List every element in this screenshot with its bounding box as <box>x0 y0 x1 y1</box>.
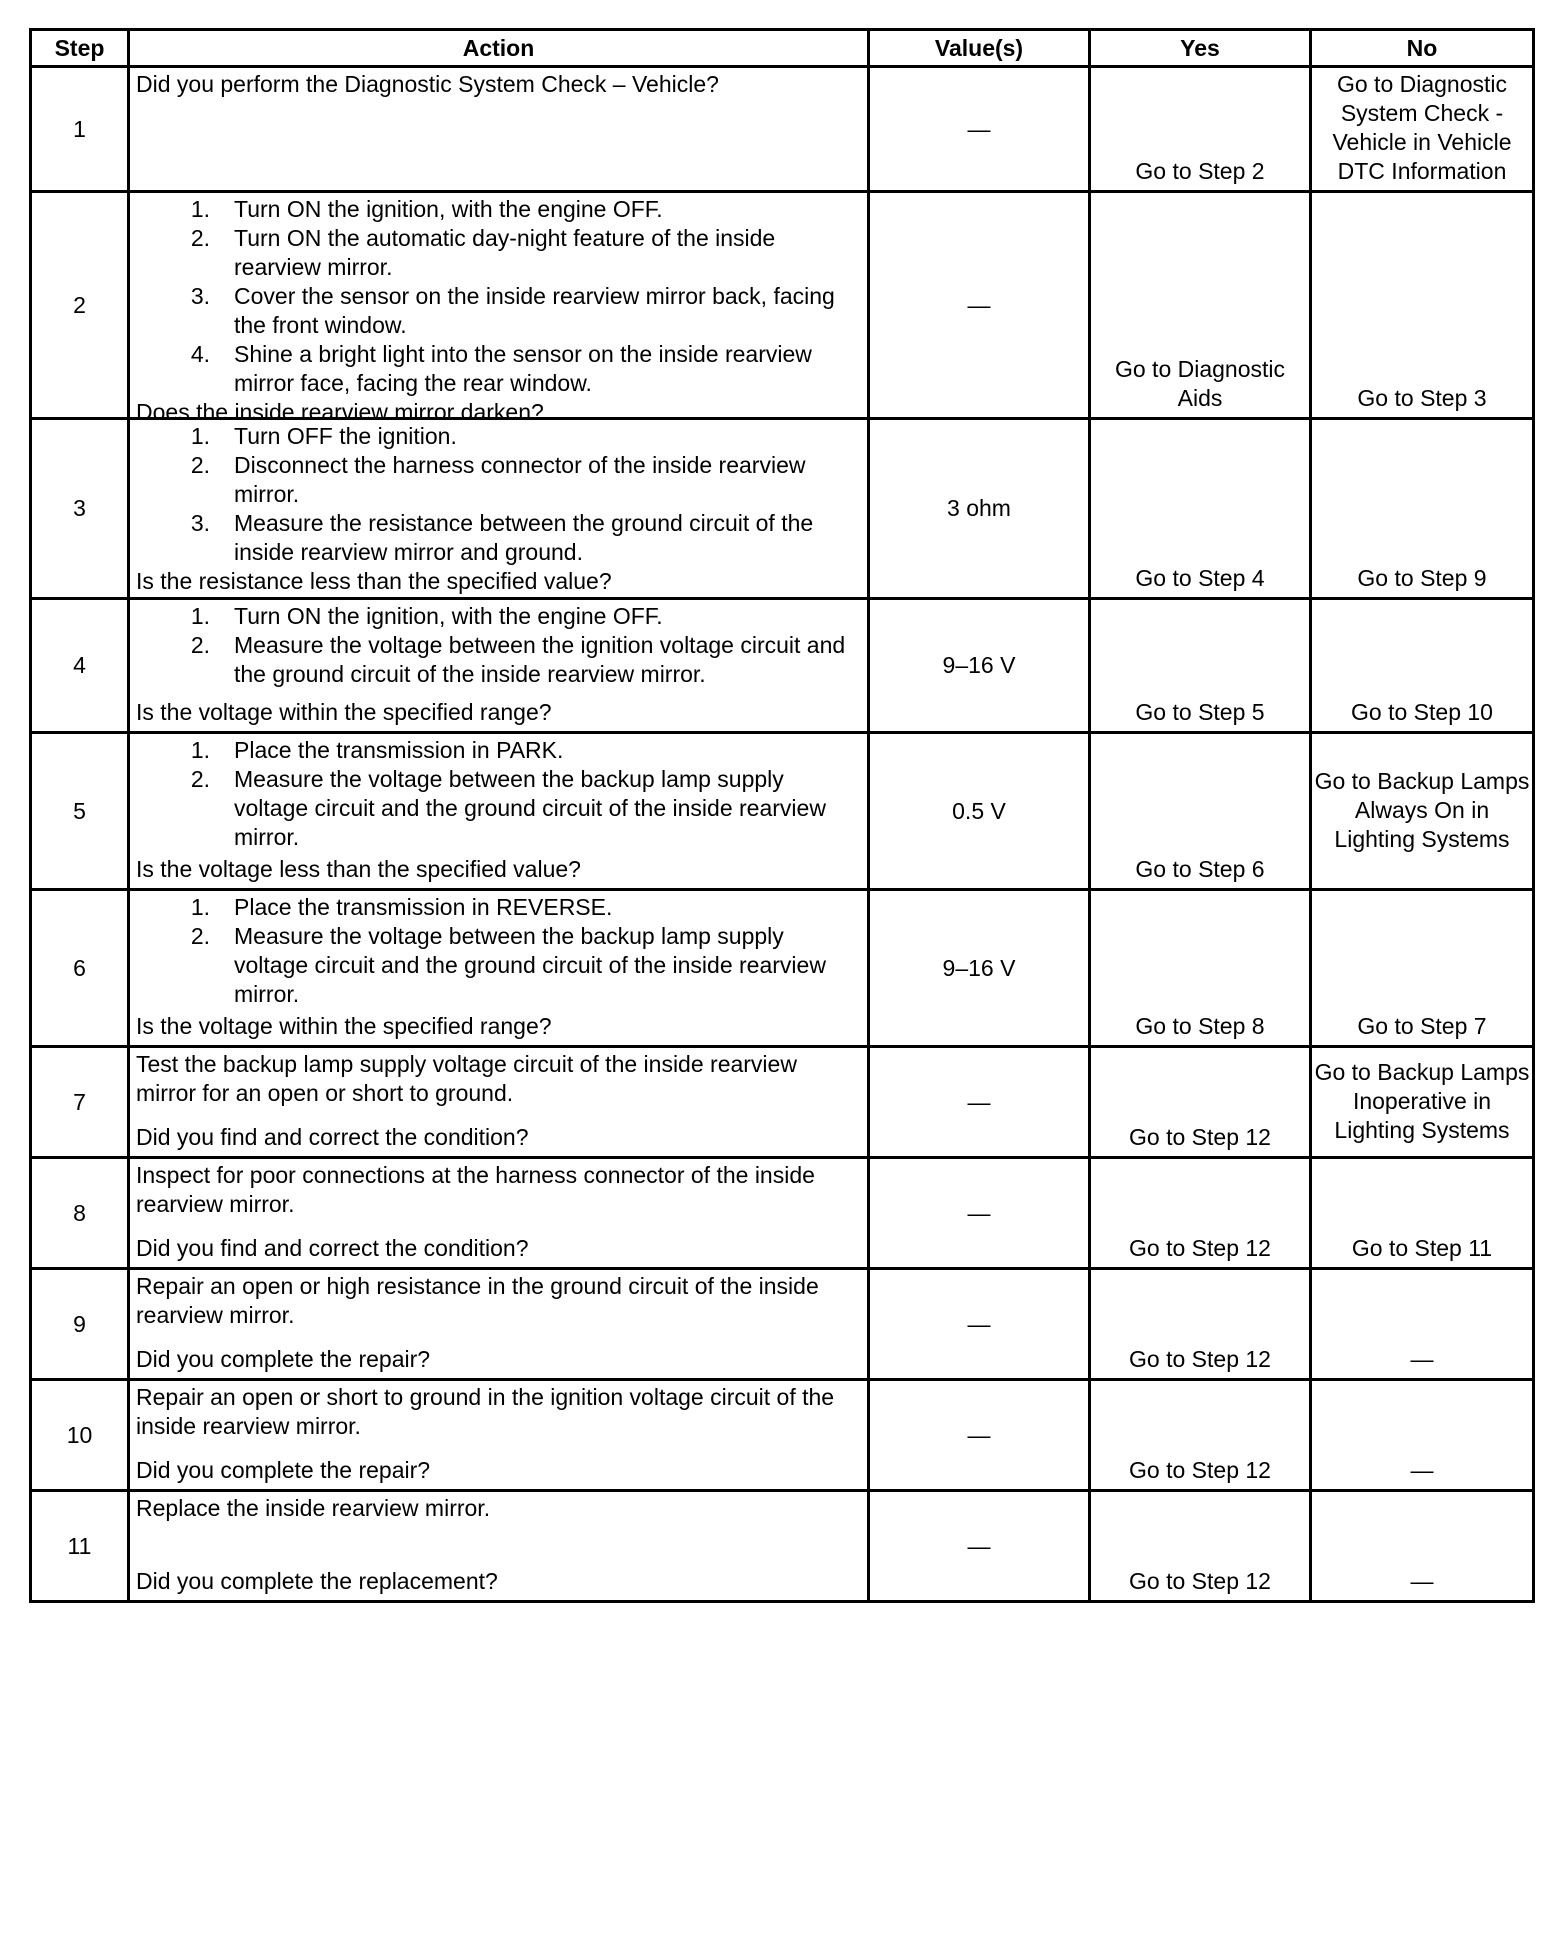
table-row <box>31 1380 1534 1491</box>
action-text: Did you perform the Diagnostic System Check – Vehicle? <box>136 71 719 97</box>
list-item-number: 2. <box>190 923 210 949</box>
action-text: Inspect for poor connections at the harness connector of the inside rearview mirror. <box>136 1162 815 1217</box>
list-item-number: 1. <box>190 737 210 763</box>
list-item-number: 2. <box>190 766 210 792</box>
list-item-text: Turn OFF the ignition. <box>234 423 457 449</box>
action-cell <box>129 419 869 599</box>
table-row <box>31 890 1534 1047</box>
action-question: Did you complete the repair? <box>136 1346 431 1372</box>
no-cell: Go to Backup Lamps Inoperative in Lighting Systems <box>1311 1047 1534 1158</box>
action-list-item <box>136 922 861 1009</box>
list-item-number: 2. <box>190 632 210 658</box>
step-number: 11 <box>31 1491 129 1602</box>
list-item-number: 1. <box>190 423 210 449</box>
list-item-number: 2. <box>190 452 210 478</box>
action-list-item <box>136 893 861 922</box>
header-values: Value(s) <box>869 30 1090 67</box>
list-item-text: Disconnect the harness connector of the inside rearview mirror. <box>234 452 806 507</box>
no-cell: — <box>1311 1491 1534 1602</box>
step-number: 8 <box>31 1158 129 1269</box>
table-row <box>31 67 1534 192</box>
step-number: 1 <box>31 67 129 192</box>
yes-cell: Go to Step 12 <box>1090 1158 1311 1269</box>
header-row <box>31 30 1534 67</box>
action-list-item <box>136 765 861 852</box>
action-list-item <box>136 195 861 224</box>
action-list <box>136 422 861 567</box>
list-item-number: 3. <box>190 510 210 536</box>
table-row <box>31 1047 1534 1158</box>
action-question: Did you find and correct the condition? <box>136 1124 529 1150</box>
action-list <box>136 602 861 689</box>
no-cell: Go to Backup Lamps Always On in Lighting Systems <box>1311 733 1534 890</box>
step-number: 2 <box>31 192 129 419</box>
list-item-number: 1. <box>190 894 210 920</box>
table-row <box>31 599 1534 733</box>
yes-cell: Go to Step 12 <box>1090 1269 1311 1380</box>
action-list <box>136 195 861 398</box>
list-item-number: 1. <box>190 603 210 629</box>
action-text: Repair an open or short to ground in the ignition voltage circuit of the inside rearview mirror. <box>136 1384 835 1439</box>
step-number: 4 <box>31 599 129 733</box>
action-question: Is the resistance less than the specified value? <box>136 568 612 594</box>
no-cell: — <box>1311 1269 1534 1380</box>
table-row <box>31 1269 1534 1380</box>
value-cell: — <box>869 1269 1090 1380</box>
value-cell: 3 ohm <box>869 419 1090 599</box>
action-text: Replace the inside rearview mirror. <box>136 1495 491 1521</box>
action-list-item <box>136 422 861 451</box>
list-item-text: Cover the sensor on the inside rearview mirror back, facing the front window. <box>234 283 835 338</box>
table-body <box>31 67 1534 1602</box>
action-question: Did you find and correct the condition? <box>136 1235 529 1261</box>
no-cell: Go to Step 3 <box>1311 192 1534 419</box>
header-step: Step <box>31 30 129 67</box>
step-number: 10 <box>31 1380 129 1491</box>
no-cell: Go to Step 10 <box>1311 599 1534 733</box>
table-row <box>31 1158 1534 1269</box>
action-list-item <box>136 451 861 509</box>
list-item-number: 1. <box>190 196 210 222</box>
action-question: Is the voltage within the specified range? <box>136 1013 552 1039</box>
action-list-item <box>136 340 861 398</box>
action-cell <box>129 890 869 1047</box>
action-question: Is the voltage within the specified range? <box>136 699 552 725</box>
yes-cell: Go to Step 5 <box>1090 599 1311 733</box>
yes-cell: Go to Step 12 <box>1090 1380 1311 1491</box>
table-row <box>31 192 1534 419</box>
action-cell <box>129 599 869 733</box>
step-number: 3 <box>31 419 129 599</box>
diagnostic-table <box>29 28 1535 1603</box>
action-list <box>136 736 861 852</box>
action-cell <box>129 67 869 192</box>
list-item-number: 4. <box>190 341 210 367</box>
yes-cell: Go to Step 12 <box>1090 1047 1311 1158</box>
action-list-item <box>136 631 861 689</box>
list-item-text: Place the transmission in REVERSE. <box>234 894 613 920</box>
action-question: Did you complete the repair? <box>136 1457 431 1483</box>
list-item-text: Turn ON the automatic day-night feature of the inside rearview mirror. <box>234 225 776 280</box>
action-list <box>136 893 861 1009</box>
list-item-text: Turn ON the ignition, with the engine OFF. <box>234 196 663 222</box>
list-item-text: Shine a bright light into the sensor on the inside rearview mirror face, facing the rear window. <box>234 341 812 396</box>
table-row <box>31 1491 1534 1602</box>
step-number: 7 <box>31 1047 129 1158</box>
table-row <box>31 733 1534 890</box>
value-cell: 9–16 V <box>869 890 1090 1047</box>
step-number: 5 <box>31 733 129 890</box>
action-cell <box>129 1047 869 1158</box>
no-cell: Go to Step 9 <box>1311 419 1534 599</box>
list-item-number: 3. <box>190 283 210 309</box>
action-list-item <box>136 736 861 765</box>
no-cell: Go to Diagnostic System Check - Vehicle in Vehicle DTC Information <box>1311 67 1534 192</box>
action-cell <box>129 1269 869 1380</box>
list-item-text: Measure the voltage between the ignition voltage circuit and the ground circuit of the inside rearview mirror. <box>234 632 846 687</box>
value-cell: — <box>869 1047 1090 1158</box>
action-list-item <box>136 509 861 567</box>
no-cell: Go to Step 11 <box>1311 1158 1534 1269</box>
yes-cell: Go to Step 8 <box>1090 890 1311 1047</box>
action-cell <box>129 192 869 425</box>
action-text: Repair an open or high resistance in the ground circuit of the inside rearview mirror. <box>136 1273 819 1328</box>
list-item-text: Place the transmission in PARK. <box>234 737 564 763</box>
action-cell <box>129 1158 869 1269</box>
step-number: 9 <box>31 1269 129 1380</box>
value-cell: — <box>869 1380 1090 1491</box>
action-cell <box>129 1380 869 1491</box>
list-item-text: Measure the resistance between the ground circuit of the inside rearview mirror and ground. <box>234 510 814 565</box>
value-cell: — <box>869 67 1090 192</box>
header-no: No <box>1311 30 1534 67</box>
table-row <box>31 419 1534 599</box>
no-cell: Go to Step 7 <box>1311 890 1534 1047</box>
action-question: Is the voltage less than the specified value? <box>136 856 581 882</box>
value-cell: 0.5 V <box>869 733 1090 890</box>
action-text: Test the backup lamp supply voltage circuit of the inside rearview mirror for an open or short to ground. <box>136 1051 797 1106</box>
list-item-number: 2. <box>190 225 210 251</box>
step-number: 6 <box>31 890 129 1047</box>
yes-cell: Go to Step 4 <box>1090 419 1311 599</box>
table-header <box>31 30 1534 67</box>
header-yes: Yes <box>1090 30 1311 67</box>
value-cell: — <box>869 192 1090 419</box>
action-list-item <box>136 224 861 282</box>
list-item-text: Turn ON the ignition, with the engine OFF. <box>234 603 663 629</box>
list-item-text: Measure the voltage between the backup lamp supply voltage circuit and the ground circuit of the inside rearview mirror. <box>234 923 826 1007</box>
action-cell <box>129 733 869 890</box>
yes-cell: Go to Step 12 <box>1090 1491 1311 1602</box>
action-question: Did you complete the replacement? <box>136 1568 498 1594</box>
list-item-text: Measure the voltage between the backup lamp supply voltage circuit and the ground circuit of the inside rearview mirror. <box>234 766 826 850</box>
action-question: Does the inside rearview mirror darken? <box>136 399 544 425</box>
header-action: Action <box>129 30 869 67</box>
value-cell: 9–16 V <box>869 599 1090 733</box>
yes-cell: Go to Step 6 <box>1090 733 1311 890</box>
yes-cell: Go to Diagnostic Aids <box>1090 192 1311 419</box>
value-cell: — <box>869 1158 1090 1269</box>
action-cell <box>129 1491 869 1602</box>
value-cell: — <box>869 1491 1090 1602</box>
no-cell: — <box>1311 1380 1534 1491</box>
yes-cell: Go to Step 2 <box>1090 67 1311 192</box>
action-list-item <box>136 602 861 631</box>
action-list-item <box>136 282 861 340</box>
